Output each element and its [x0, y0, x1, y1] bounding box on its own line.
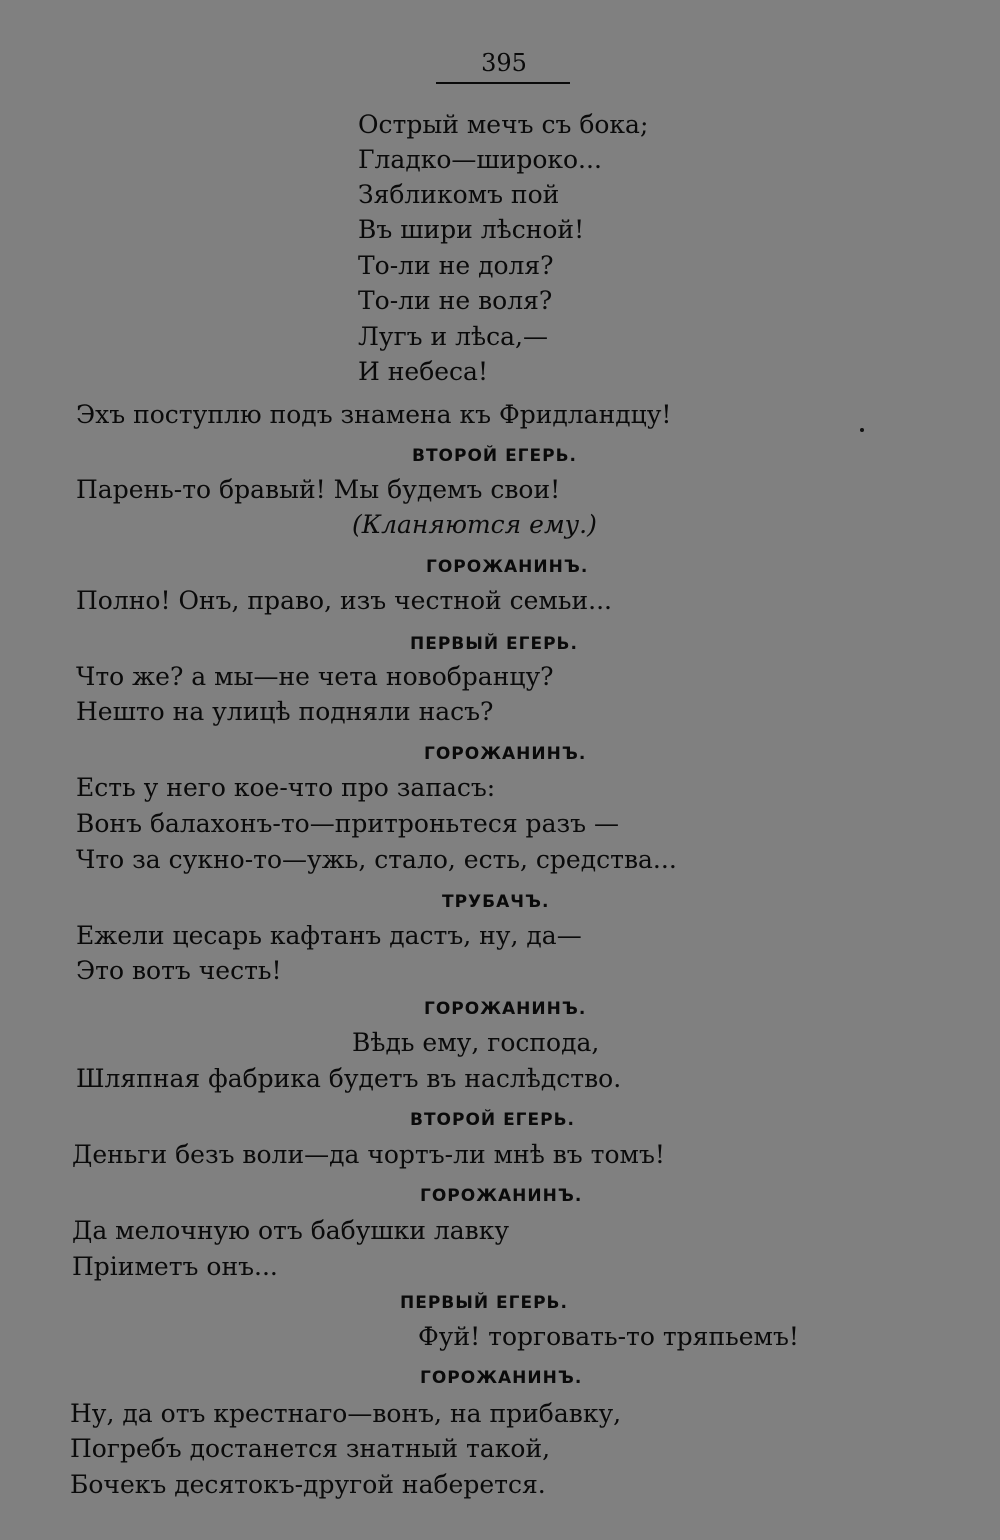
verse-line: И небеса!	[358, 357, 489, 386]
verse-line: Фуй! торговать-то тряпьемъ!	[418, 1322, 799, 1351]
verse-line: Зябликомъ пой	[358, 180, 560, 209]
verse-line: Шляпная фабрика будетъ въ наслѣдство.	[76, 1064, 622, 1093]
speaker-name: ПЕРВЫЙ ЕГЕРЬ.	[400, 1293, 568, 1313]
verse-line: Это вотъ честь!	[76, 956, 282, 985]
verse-line: Есть у него кое-что про запасъ:	[76, 773, 496, 802]
ink-speck	[860, 428, 864, 432]
verse-line: Ну, да отъ крестнаго—вонъ, на прибавку,	[70, 1399, 622, 1428]
verse-line: Эхъ поступлю подъ знамена къ Фридландцу!	[76, 400, 672, 429]
page-number: 395	[481, 49, 527, 77]
verse-line: Вѣдь ему, господа,	[352, 1028, 600, 1057]
verse-line: Погребъ достанется знатный такой,	[70, 1434, 551, 1463]
speaker-name: ГОРОЖАНИНЪ.	[424, 999, 587, 1019]
speaker-name: ГОРОЖАНИНЪ.	[426, 557, 589, 577]
stage-direction: (Кланяются ему.)	[352, 510, 597, 539]
speaker-name: ГОРОЖАНИНЪ.	[420, 1368, 583, 1388]
page-number-rule	[436, 82, 570, 84]
verse-line: Ежели цесарь кафтанъ дастъ, ну, да—	[76, 921, 582, 950]
verse-line: Острый мечъ съ бока;	[358, 110, 649, 139]
verse-line: Бочекъ десятокъ-другой наберется.	[70, 1470, 546, 1499]
verse-line: То-ли не доля?	[358, 251, 554, 280]
speaker-name: ТРУБАЧЪ.	[442, 892, 550, 912]
verse-line: Въ шири лѣсной!	[358, 215, 585, 244]
speaker-name: ГОРОЖАНИНЪ.	[424, 744, 587, 764]
speaker-name: ПЕРВЫЙ ЕГЕРЬ.	[410, 634, 578, 654]
verse-line: Что за сукно-то—ужь, стало, есть, средства...	[76, 845, 677, 874]
verse-line: Вонъ балахонъ-то—притроньтеся разъ —	[76, 809, 619, 838]
verse-line: Да мелочную отъ бабушки лавку	[72, 1216, 510, 1245]
verse-line: Пріиметъ онъ...	[72, 1252, 278, 1281]
speaker-name: ГОРОЖАНИНЪ.	[420, 1186, 583, 1206]
verse-line: Нешто на улицѣ подняли насъ?	[76, 697, 494, 726]
speaker-name: ВТОРОЙ ЕГЕРЬ.	[410, 1110, 575, 1130]
verse-line: Лугъ и лѣса,—	[358, 322, 548, 351]
verse-line: Парень-то бравый! Мы будемъ свои!	[76, 475, 561, 504]
verse-line: То-ли не воля?	[358, 286, 553, 315]
verse-line: Гладко—широко...	[358, 145, 602, 174]
verse-line: Полно! Онъ, право, изъ честной семьи...	[76, 586, 612, 615]
verse-line: Что же? а мы—не чета новобранцу?	[76, 662, 554, 691]
speaker-name: ВТОРОЙ ЕГЕРЬ.	[412, 446, 577, 466]
verse-line: Деньги безъ воли—да чортъ-ли мнѣ въ томъ!	[72, 1140, 665, 1169]
